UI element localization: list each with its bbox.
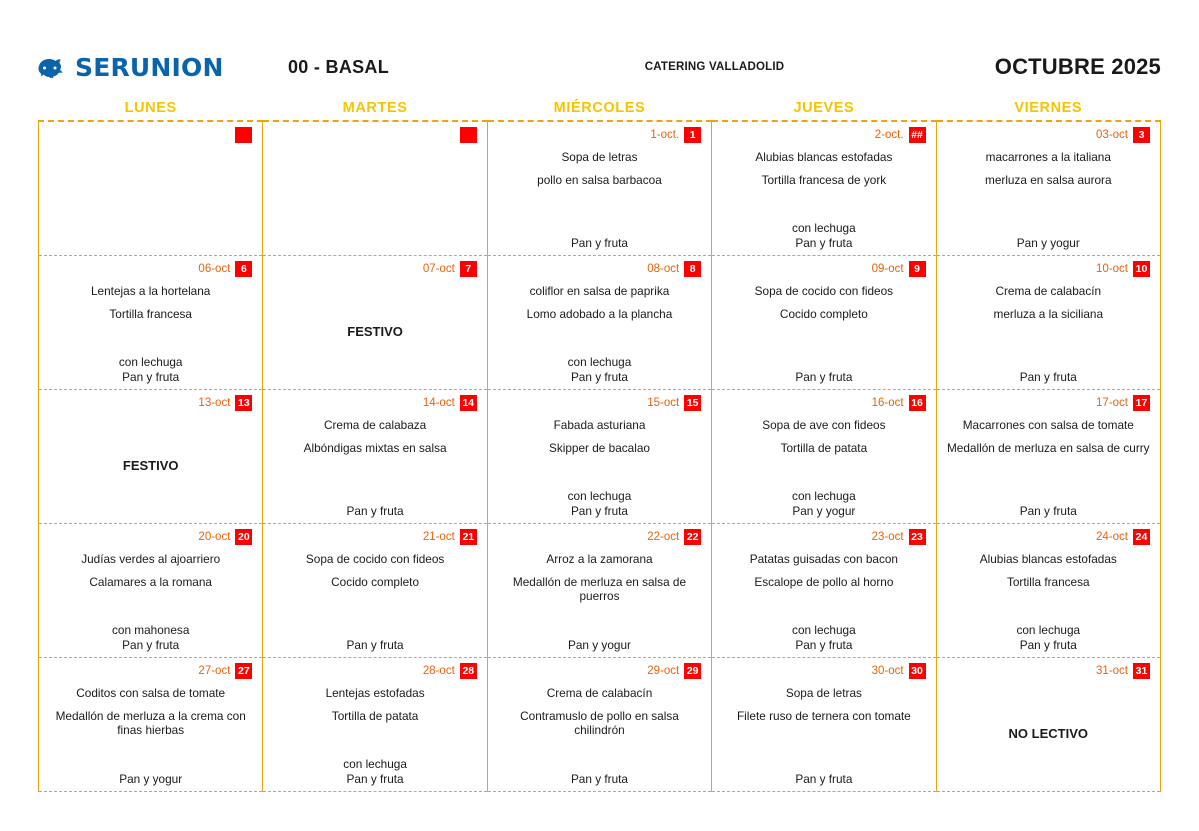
day-date-bar (722, 662, 925, 679)
dish-spacer (49, 590, 252, 620)
dish-first-course: Fabada asturiana (553, 418, 646, 432)
day-date-bar (947, 528, 1150, 545)
dish-garnish-block (722, 218, 925, 251)
holiday-note-wrap (947, 681, 1150, 787)
dish-list (273, 413, 476, 519)
day-number-badge: 3 (1133, 127, 1150, 143)
dish-garnish-block (498, 352, 701, 385)
dish-list (947, 279, 1150, 385)
dish-spacer (722, 456, 925, 486)
brand-logo (38, 53, 288, 82)
dish-spacer (498, 322, 701, 352)
weekday-label: VIERNES (1014, 100, 1083, 116)
dish-list (273, 681, 476, 787)
menu-code: 00 - BASAL (288, 56, 390, 77)
weekday-miercoles (487, 100, 711, 121)
dish-dessert: Pan y fruta (795, 772, 853, 787)
dish-second-course: Escalope de pollo al horno (754, 574, 894, 589)
day-date-bar (273, 528, 476, 545)
day-number-badge (460, 127, 477, 143)
dish-dessert: Pan y fruta (795, 638, 853, 653)
dish-list (498, 547, 701, 653)
dish-first-course: Crema de calabacín (995, 284, 1102, 298)
dish-garnish-block (498, 486, 701, 519)
dish-list (947, 413, 1150, 519)
dish-second-course: Medallón de merluza en salsa de curry (946, 440, 1150, 455)
day-date-bar (947, 662, 1150, 679)
dish-first-course: Lentejas estofadas (325, 686, 425, 700)
day-content (263, 524, 486, 657)
day-number-badge: 16 (909, 395, 926, 411)
day-content (937, 256, 1160, 389)
dish-dessert: Pan y fruta (795, 370, 853, 385)
dish-first-course: Arroz a la zamorana (546, 552, 653, 566)
day-date-bar (722, 126, 925, 143)
dish-list (49, 279, 252, 385)
day-date-bar (273, 260, 476, 277)
dish-list (498, 145, 701, 251)
dish-dessert: Pan y fruta (346, 772, 404, 787)
calendar-day-cell[interactable] (39, 121, 263, 256)
dish-garnish: con lechuga (118, 355, 183, 370)
dish-dessert: Pan y fruta (570, 504, 628, 519)
calendar-day-cell[interactable] (487, 256, 711, 390)
dish-second-course: Filete ruso de ternera con tomate (736, 708, 911, 723)
weekday-martes (263, 100, 487, 121)
day-date-bar (49, 394, 252, 411)
dish-spacer (947, 322, 1150, 367)
day-date-label: 23-oct (871, 530, 904, 543)
dish-list (722, 145, 925, 251)
dish-spacer (498, 604, 701, 635)
day-number-badge: 21 (460, 529, 477, 545)
day-date-label: 1-oct. (650, 128, 680, 141)
dish-spacer (498, 456, 701, 486)
dish-garnish-block (273, 501, 476, 519)
dish-list (722, 547, 925, 653)
dish-list (947, 145, 1150, 251)
day-date-bar (498, 126, 701, 143)
day-date-label: 29-oct (647, 664, 680, 677)
day-date-label: 20-oct (198, 530, 231, 543)
dish-first-course: Alubias blancas estofadas (755, 150, 893, 164)
day-date-bar (49, 126, 252, 143)
day-date-label: 2-oct. (874, 128, 904, 141)
dish-garnish-block (498, 233, 701, 251)
dish-garnish-block (722, 486, 925, 519)
dish-garnish: con lechuga (792, 489, 856, 504)
day-number-badge: 10 (1133, 261, 1150, 277)
day-number-badge: 24 (1133, 529, 1150, 545)
day-number-badge: 29 (684, 663, 701, 679)
dish-first-course: Judías verdes al ajoarriero (81, 552, 221, 566)
day-date-label: 10-oct (1096, 262, 1128, 275)
day-number-badge: ## (909, 127, 926, 143)
dish-spacer (498, 738, 701, 769)
weekday-label: MARTES (342, 100, 408, 116)
calendar-day-cell[interactable] (712, 121, 936, 256)
dish-garnish-block (722, 769, 925, 787)
dish-second-course: Lomo adobado a la plancha (526, 306, 673, 321)
day-content (488, 658, 711, 791)
calendar-day-cell[interactable] (936, 658, 1160, 792)
dish-garnish: con lechuga (343, 757, 407, 772)
calendar-day-cell[interactable] (487, 390, 711, 524)
dish-dessert: Pan y fruta (346, 638, 404, 653)
dish-second-course: Cocido completo (331, 574, 420, 589)
dish-list (498, 413, 701, 519)
dish-first-course: Alubias blancas estofadas (979, 552, 1117, 566)
catering-location: CATERING VALLADOLID (644, 61, 785, 73)
calendar-week-row (39, 256, 1161, 390)
day-number-badge: 6 (235, 261, 252, 277)
calendar-day-cell[interactable] (263, 524, 487, 658)
dish-second-course: Contramuslo de pollo en salsa chilindrón (520, 708, 679, 737)
day-date-label: 08-oct (647, 262, 680, 275)
calendar-day-cell[interactable] (487, 524, 711, 658)
day-date-bar (498, 394, 701, 411)
brand-name: SERUNION (75, 52, 224, 82)
bison-logo-icon (38, 56, 68, 78)
dish-dessert: Pan y fruta (570, 370, 628, 385)
day-content (263, 256, 486, 389)
day-date-label: 22-oct (647, 530, 680, 543)
day-date-bar (49, 662, 252, 679)
dish-second-course: Medallón de merluza a la crema con finas hierbas (55, 708, 246, 737)
day-date-bar (722, 528, 925, 545)
dish-dessert: Pan y fruta (795, 236, 853, 251)
dish-garnish: con lechuga (567, 355, 632, 370)
day-date-bar (273, 126, 476, 143)
month-title: OCTUBRE 2025 (994, 54, 1161, 79)
holiday-note: FESTIVO (347, 324, 403, 340)
day-date-bar (273, 662, 476, 679)
calendar-week-row (39, 658, 1161, 792)
weekday-label: LUNES (124, 100, 177, 116)
weekday-jueves (712, 100, 936, 121)
calendar-day-cell[interactable] (712, 390, 936, 524)
day-date-bar (947, 126, 1150, 143)
day-content (263, 658, 486, 791)
dish-garnish-block (947, 501, 1150, 519)
dish-spacer (722, 590, 925, 620)
dish-first-course: Patatas guisadas con bacon (749, 552, 898, 566)
dish-spacer (49, 738, 252, 769)
dish-spacer (947, 456, 1150, 501)
calendar-week-row (39, 121, 1161, 256)
dish-dessert: Pan y yogur (567, 638, 631, 653)
day-content (937, 390, 1160, 523)
dish-spacer (49, 322, 252, 352)
calendar-day-cell[interactable] (487, 658, 711, 792)
dish-list (49, 681, 252, 787)
day-date-bar (498, 662, 701, 679)
dish-dessert: Pan y yogur (792, 504, 856, 519)
weekday-lunes (39, 100, 263, 121)
day-date-label: 16-oct (871, 396, 904, 409)
holiday-note: NO LECTIVO (1008, 726, 1088, 742)
day-date-label: 14-oct (422, 396, 455, 409)
dish-first-course: Sopa de letras (785, 686, 862, 700)
day-date-label: 03-oct (1096, 128, 1128, 141)
day-date-label: 27-oct (198, 664, 231, 677)
day-content (712, 524, 935, 657)
holiday-note-wrap (49, 413, 252, 519)
dish-first-course: Lentejas a la hortelana (91, 284, 211, 298)
dish-garnish-block (273, 635, 476, 653)
day-content (39, 256, 262, 389)
weekday-header-row (39, 100, 1161, 121)
day-content (712, 256, 935, 389)
day-date-bar (722, 260, 925, 277)
dish-garnish-block (273, 754, 476, 787)
day-number-badge: 23 (909, 529, 926, 545)
page-header (38, 0, 1161, 100)
dish-list (273, 279, 476, 385)
calendar-day-cell[interactable] (263, 658, 487, 792)
dish-spacer (273, 724, 476, 754)
dish-first-course: Macarrones con salsa de tomate (962, 418, 1134, 432)
dish-spacer (273, 145, 476, 251)
day-number-badge: 31 (1133, 663, 1150, 679)
day-content (39, 390, 262, 523)
dish-garnish-block (722, 367, 925, 385)
day-date-label: 31-oct (1096, 664, 1128, 677)
dish-first-course: Sopa de letras (561, 150, 638, 164)
dish-garnish-block (49, 620, 252, 653)
calendar-day-cell[interactable] (936, 121, 1160, 256)
dish-second-course: pollo en salsa barbacoa (537, 172, 662, 187)
day-date-bar (49, 528, 252, 545)
dish-spacer (498, 188, 701, 233)
day-number-badge: 1 (684, 127, 701, 143)
day-number-badge: 28 (460, 663, 477, 679)
dish-list (49, 413, 252, 519)
day-date-bar (498, 260, 701, 277)
dish-second-course: Tortilla de patata (780, 440, 868, 455)
dish-dessert: Pan y fruta (346, 504, 404, 519)
calendar-day-cell[interactable] (263, 256, 487, 390)
dish-second-course: Tortilla de patata (331, 708, 419, 723)
day-date-label: 28-oct (422, 664, 455, 677)
day-number-badge: 30 (909, 663, 926, 679)
dish-dessert: Pan y fruta (1019, 638, 1077, 653)
dish-spacer (722, 188, 925, 218)
calendar-day-cell[interactable] (712, 256, 936, 390)
dish-list (947, 681, 1150, 787)
day-content (263, 122, 486, 255)
dish-list (498, 279, 701, 385)
calendar-day-cell[interactable] (712, 524, 936, 658)
dish-first-course: Sopa de cocido con fideos (754, 284, 894, 298)
calendar-day-cell[interactable] (936, 524, 1160, 658)
dish-dessert: Pan y yogur (1016, 236, 1080, 251)
calendar-week-row (39, 524, 1161, 658)
dish-list (722, 279, 925, 385)
day-date-bar (947, 260, 1150, 277)
dish-garnish: con lechuga (792, 221, 856, 236)
dish-garnish: con lechuga (792, 623, 856, 638)
calendar-day-cell[interactable] (263, 390, 487, 524)
day-number-badge: 20 (235, 529, 252, 545)
calendar-day-cell[interactable] (936, 256, 1160, 390)
weekday-label: MIÉRCOLES (553, 100, 646, 116)
dish-list (273, 145, 476, 251)
dish-first-course: Sopa de cocido con fideos (305, 552, 445, 566)
calendar-day-cell[interactable] (39, 658, 263, 792)
dish-dessert: Pan y fruta (1019, 504, 1077, 519)
dish-garnish-block (947, 620, 1150, 653)
dish-list (947, 547, 1150, 653)
calendar-body (39, 121, 1161, 792)
day-content (263, 390, 486, 523)
day-number-badge: 27 (235, 663, 252, 679)
day-content (712, 658, 935, 791)
calendar-day-cell[interactable] (39, 524, 263, 658)
dish-list (49, 547, 252, 653)
dish-second-course: merluza en salsa aurora (985, 172, 1112, 187)
calendar-day-cell[interactable] (263, 121, 487, 256)
menu-calendar (38, 100, 1161, 792)
dish-list (722, 681, 925, 787)
day-date-bar (273, 394, 476, 411)
dish-first-course: Sopa de ave con fideos (762, 418, 886, 432)
day-date-bar (947, 394, 1150, 411)
dish-garnish: con mahonesa (112, 623, 190, 638)
dish-first-course: macarrones a la italiana (985, 150, 1111, 164)
day-date-label: 30-oct (871, 664, 904, 677)
dish-garnish-block (498, 635, 701, 653)
dish-dessert: Pan y fruta (122, 370, 180, 385)
day-content (39, 524, 262, 657)
dish-list (273, 547, 476, 653)
day-date-label: 21-oct (422, 530, 455, 543)
day-date-bar (722, 394, 925, 411)
calendar-day-cell[interactable] (487, 121, 711, 256)
day-date-label: 09-oct (871, 262, 904, 275)
day-number-badge: 9 (909, 261, 926, 277)
dish-second-course: Tortilla francesa (1006, 574, 1090, 589)
day-content (39, 658, 262, 791)
day-date-label: 07-oct (422, 262, 455, 275)
dish-spacer (49, 145, 252, 251)
day-date-label: 24-oct (1096, 530, 1128, 543)
dish-spacer (273, 456, 476, 501)
dish-spacer (273, 590, 476, 635)
dish-dessert: Pan y fruta (570, 236, 628, 251)
day-content (937, 658, 1160, 791)
dish-first-course: Coditos con salsa de tomate (76, 686, 226, 700)
holiday-note-wrap (273, 279, 476, 385)
day-number-badge: 15 (684, 395, 701, 411)
day-content (488, 256, 711, 389)
dish-garnish-block (49, 769, 252, 787)
dish-spacer (947, 188, 1150, 233)
day-date-bar (498, 528, 701, 545)
dish-dessert: Pan y yogur (119, 772, 183, 787)
dish-list (722, 413, 925, 519)
day-date-label: 06-oct (198, 262, 231, 275)
day-date-label: 15-oct (647, 396, 680, 409)
day-number-badge: 7 (460, 261, 477, 277)
dish-dessert: Pan y fruta (570, 772, 628, 787)
dish-second-course: Tortilla francesa de york (761, 172, 887, 187)
dish-second-course: Medallón de merluza en salsa de puerros (512, 574, 687, 603)
day-content (488, 390, 711, 523)
dish-garnish: con lechuga (1016, 623, 1081, 638)
dish-second-course: Albóndigas mixtas en salsa (303, 440, 447, 455)
weekday-label: JUEVES (793, 100, 855, 116)
day-content (488, 524, 711, 657)
day-date-bar (49, 260, 252, 277)
day-content (712, 390, 935, 523)
dish-spacer (722, 322, 925, 367)
dish-garnish-block (722, 620, 925, 653)
day-content (937, 122, 1160, 255)
dish-first-course: Crema de calabacín (546, 686, 653, 700)
day-content (39, 122, 262, 255)
day-number-badge: 14 (460, 395, 477, 411)
dish-second-course: Cocido completo (779, 306, 868, 321)
dish-garnish: con lechuga (567, 489, 632, 504)
calendar-day-cell[interactable] (39, 256, 263, 390)
weekday-viernes (936, 100, 1160, 121)
dish-second-course: Calamares a la romana (89, 574, 212, 589)
dish-second-course: merluza a la siciliana (993, 306, 1104, 321)
calendar-week-row (39, 390, 1161, 524)
day-number-badge (235, 127, 252, 143)
calendar-day-cell[interactable] (712, 658, 936, 792)
day-number-badge: 17 (1133, 395, 1150, 411)
dish-garnish-block (947, 367, 1150, 385)
calendar-day-cell[interactable] (39, 390, 263, 524)
dish-second-course: Skipper de bacalao (548, 440, 650, 455)
day-number-badge: 8 (684, 261, 701, 277)
dish-garnish-block (947, 233, 1150, 251)
day-number-badge: 13 (235, 395, 252, 411)
day-date-label: 17-oct (1096, 396, 1128, 409)
day-date-label: 13-oct (198, 396, 231, 409)
dish-dessert: Pan y fruta (122, 638, 180, 653)
calendar-day-cell[interactable] (936, 390, 1160, 524)
day-content (712, 122, 935, 255)
day-content (937, 524, 1160, 657)
dish-list (498, 681, 701, 787)
dish-first-course: Crema de calabaza (323, 418, 427, 432)
dish-garnish-block (49, 352, 252, 385)
dish-garnish-block (498, 769, 701, 787)
dish-spacer (947, 590, 1150, 620)
dish-dessert: Pan y fruta (1019, 370, 1077, 385)
dish-list (49, 145, 252, 251)
dish-second-course: Tortilla francesa (109, 306, 192, 321)
holiday-note: FESTIVO (122, 458, 179, 474)
day-content (488, 122, 711, 255)
dish-first-course: coliflor en salsa de paprika (529, 284, 670, 298)
dish-spacer (722, 724, 925, 769)
day-number-badge: 22 (684, 529, 701, 545)
